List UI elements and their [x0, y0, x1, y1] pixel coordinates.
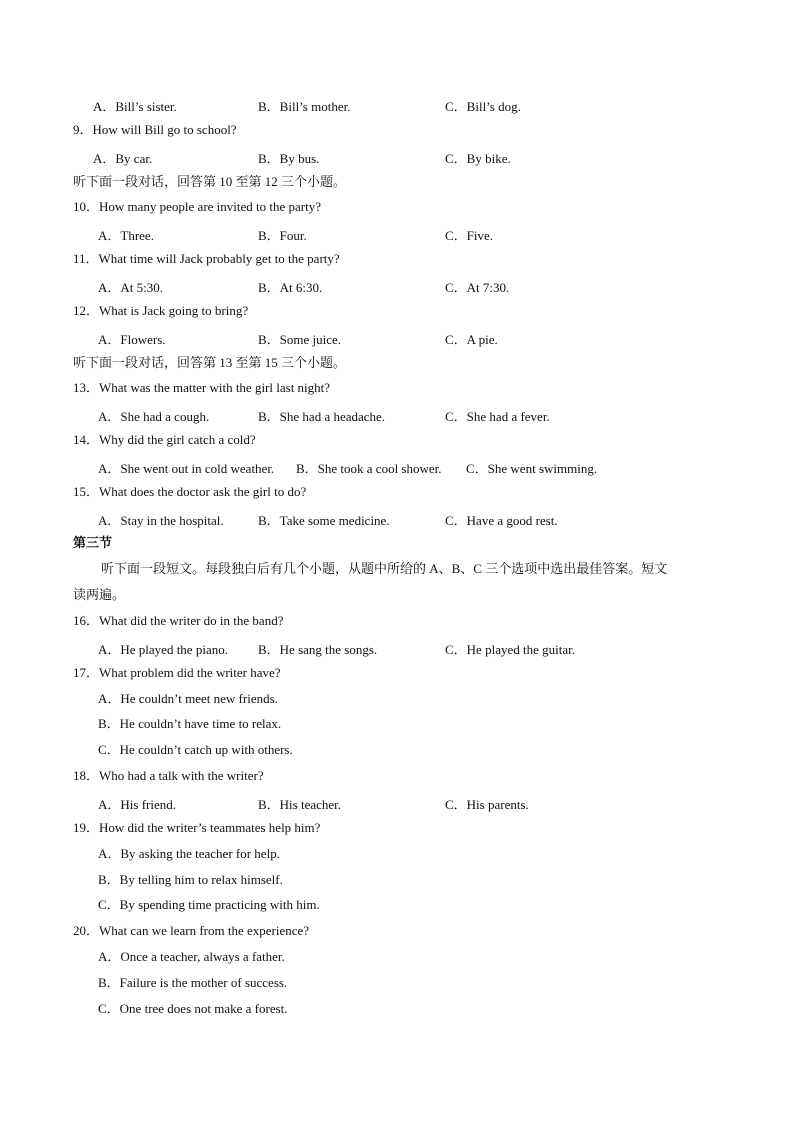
- section-note: 读两遍。: [73, 587, 126, 602]
- question-text: 18．Who had a talk with the writer?: [73, 768, 264, 783]
- question-text: 17．What problem did the writer have?: [73, 665, 281, 680]
- answer-option: B．Some juice.: [258, 332, 342, 347]
- answer-option: B．His teacher.: [258, 797, 342, 812]
- answer-option: C．At 7:30.: [445, 280, 510, 295]
- section-instruction: 听下面一段短文。每段独白后有几个小题，从题中所给的 A、B、C 三个选项中选出最佳答案。短文: [101, 561, 668, 576]
- answer-option: B．At 6:30.: [258, 280, 323, 295]
- answer-option: C．He played the guitar.: [445, 642, 575, 657]
- answer-option: B．By bus.: [258, 151, 320, 166]
- answer-option: C．One tree does not make a forest.: [98, 1001, 288, 1016]
- answer-option: B．He couldn’t have time to relax.: [98, 716, 282, 731]
- answer-option: C．She had a fever.: [445, 409, 550, 424]
- answer-option: A．He couldn’t meet new friends.: [98, 691, 278, 706]
- answer-option: C．Bill’s dog.: [445, 99, 521, 114]
- answer-option: B．Bill’s mother.: [258, 99, 351, 114]
- answer-option: C．Five.: [445, 228, 494, 243]
- answer-option: A．She went out in cold weather.: [98, 461, 275, 476]
- question-text: 19．How did the writer’s teammates help him?: [73, 820, 321, 835]
- section-note: 听下面一段对话，回答第 13 至第 15 三个小题。: [73, 355, 347, 370]
- section-heading: 第三节: [73, 535, 113, 550]
- answer-option: A．By asking the teacher for help.: [98, 846, 280, 861]
- answer-option: B．Failure is the mother of success.: [98, 975, 288, 990]
- answer-option: A．At 5:30.: [98, 280, 164, 295]
- question-text: 15．What does the doctor ask the girl to do?: [73, 484, 307, 499]
- answer-option: A．She had a cough.: [98, 409, 210, 424]
- answer-option: A．Flowers.: [98, 332, 166, 347]
- answer-option: C．By bike.: [445, 151, 511, 166]
- answer-option: C．By spending time practicing with him.: [98, 897, 320, 912]
- answer-option: B．He sang the songs.: [258, 642, 378, 657]
- question-text: 14．Why did the girl catch a cold?: [73, 432, 256, 447]
- answer-option: A．Bill’s sister.: [93, 99, 177, 114]
- answer-option: C．His parents.: [445, 797, 529, 812]
- answer-option: C．He couldn’t catch up with others.: [98, 742, 293, 757]
- answer-option: A．His friend.: [98, 797, 176, 812]
- answer-option: C．She went swimming.: [466, 461, 598, 476]
- question-text: 10．How many people are invited to the party?: [73, 199, 322, 214]
- answer-option: A．He played the piano.: [98, 642, 228, 657]
- answer-option: B．She had a headache.: [258, 409, 386, 424]
- answer-option: A．By car.: [93, 151, 153, 166]
- section-note: 听下面一段对话，回答第 10 至第 12 三个小题。: [73, 174, 347, 189]
- question-text: 13．What was the matter with the girl last night?: [73, 380, 331, 395]
- question-text: 16．What did the writer do in the band?: [73, 613, 284, 628]
- answer-option: A．Stay in the hospital.: [98, 513, 224, 528]
- answer-option: A．Three.: [98, 228, 154, 243]
- question-text: 20．What can we learn from the experience?: [73, 923, 310, 938]
- question-text: 9．How will Bill go to school?: [73, 122, 237, 137]
- question-text: 11．What time will Jack probably get to the party?: [73, 251, 340, 266]
- answer-option: C．A pie.: [445, 332, 498, 347]
- answer-option: B．Four.: [258, 228, 307, 243]
- question-text: 12．What is Jack going to bring?: [73, 303, 249, 318]
- answer-option: C．Have a good rest.: [445, 513, 558, 528]
- answer-option: B．Take some medicine.: [258, 513, 390, 528]
- answer-option: B．She took a cool shower.: [296, 461, 442, 476]
- answer-option: B．By telling him to relax himself.: [98, 872, 283, 887]
- answer-option: A．Once a teacher, always a father.: [98, 949, 285, 964]
